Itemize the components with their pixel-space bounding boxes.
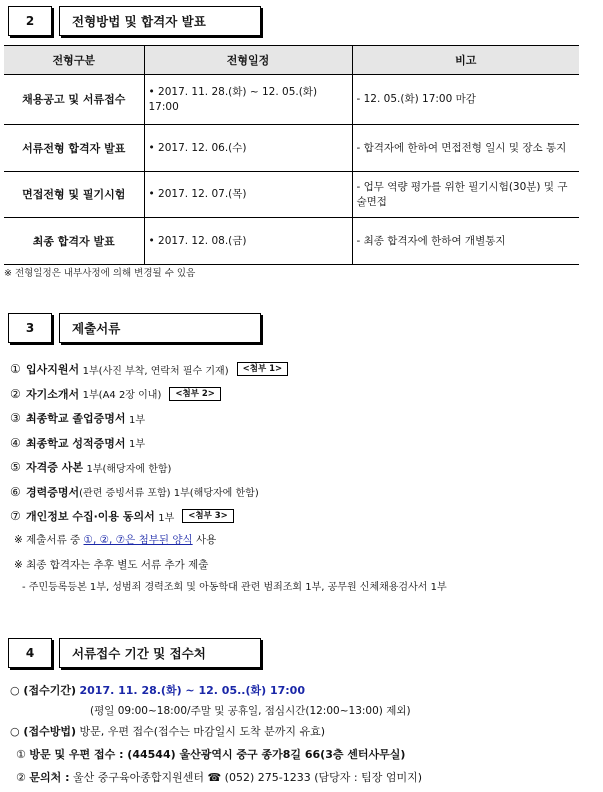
- doc-detail: 1부: [158, 512, 175, 524]
- list-item: [10, 382, 590, 407]
- list-marker: ②: [16, 771, 26, 784]
- list-item: [10, 480, 590, 505]
- table-row: [4, 172, 579, 218]
- contact-value: 울산 중구육아종합지원센터 ☎ (052) 275-1233 (담당자 : 팀장 엄미지): [72, 771, 423, 784]
- address-line: [16, 746, 405, 762]
- doc-detail: 1부(사진 부착, 연락처 필수 기재): [82, 365, 229, 377]
- doc-detail: 1부(A4 2장 이내): [82, 390, 162, 402]
- date-cell: • 2017. 12. 08.(금): [144, 218, 352, 265]
- table-row: [4, 218, 579, 265]
- doc-name: 최종학교 성적증명서: [26, 436, 126, 450]
- doc-name: 개인정보 수집·이용 동의서: [26, 510, 155, 524]
- attachment-badge: <첨부 1>: [237, 362, 289, 376]
- section-title: 서류접수 기간 및 접수처: [59, 638, 261, 668]
- additional-docs-note: ※ 최종 합격자는 추후 별도 서류 추가 제출: [14, 559, 209, 571]
- list-marker: ④: [10, 435, 21, 450]
- schedule-footnote: ※ 전형일정은 내부사정에 의해 변경될 수 있음: [4, 268, 196, 279]
- section-number: 2: [8, 6, 52, 36]
- contact-line: [16, 769, 422, 785]
- doc-detail: 1부: [128, 439, 145, 451]
- doc-name: 자기소개서: [26, 387, 80, 401]
- column-header: 전형일정: [144, 46, 352, 75]
- method-value: 방문, 우편 접수(접수는 마감일시 도착 분까지 유효): [79, 725, 326, 738]
- attachment-badge: <첨부 2>: [169, 387, 221, 401]
- list-item: [10, 357, 590, 382]
- section-title: 제출서류: [59, 313, 261, 343]
- list-marker: ①: [10, 362, 21, 377]
- address-text: 방문 및 우편 접수 : (44544) 울산광역시 중구 종가8길 66(3층 센터사무실): [29, 748, 406, 761]
- list-marker: ③: [10, 411, 21, 426]
- list-item: [10, 504, 590, 529]
- stage-cell: 면접전형 및 필기시험: [4, 172, 144, 218]
- schedule-table: [4, 45, 579, 265]
- doc-detail: (관련 증빙서류 포함) 1부(해당자에 한함): [79, 488, 259, 500]
- list-marker: ⑥: [10, 484, 21, 499]
- list-item: [10, 431, 590, 456]
- note-cell: - 12. 05.(화) 17:00 마감: [352, 75, 579, 125]
- contact-label: 문의처 :: [29, 771, 70, 784]
- column-header: 전형구분: [4, 46, 144, 75]
- section-2-header: [8, 6, 261, 36]
- date-cell: • 2017. 12. 07.(목): [144, 172, 352, 218]
- method-label: ○ (접수방법): [10, 725, 76, 738]
- list-item: [10, 406, 590, 431]
- section-title: 전형방법 및 합격자 발표: [59, 6, 261, 36]
- section-4-header: [8, 638, 261, 668]
- form-note-highlight: ①, ②, ⑦은 첨부된 양식: [83, 534, 193, 546]
- list-marker: ①: [16, 748, 26, 761]
- note-cell: - 업무 역량 평가를 위한 필기시험(30분) 및 구술면접: [352, 172, 579, 218]
- doc-detail: 1부: [128, 414, 145, 426]
- method-line: [10, 723, 325, 739]
- doc-name: 입사지원서: [26, 363, 80, 377]
- stage-cell: 서류전형 합격자 발표: [4, 125, 144, 172]
- period-sub: (평일 09:00~18:00/주말 및 공휴일, 점심시간(12:00~13:00) 제외): [90, 705, 411, 717]
- doc-name: 자격증 사본: [26, 461, 83, 475]
- table-header-row: [4, 46, 579, 75]
- list-marker: ②: [10, 386, 21, 401]
- form-note: [14, 532, 216, 547]
- list-item: [10, 455, 590, 480]
- date-cell: • 2017. 11. 28.(화) ~ 12. 05.(화) 17:00: [144, 75, 352, 125]
- table-row: [4, 125, 579, 172]
- doc-name: 최종학교 졸업증명서: [26, 412, 126, 426]
- period-line: [10, 682, 305, 698]
- doc-name: 경력증명서: [26, 485, 80, 499]
- section-3-header: [8, 313, 261, 343]
- note-cell: - 최종 합격자에 한하여 개별통지: [352, 218, 579, 265]
- form-note-suffix: 사용: [192, 534, 217, 546]
- list-marker: ⑦: [10, 509, 21, 524]
- column-header: 비고: [352, 46, 579, 75]
- doc-detail: 1부(해당자에 한함): [86, 463, 172, 475]
- document-list: [10, 357, 590, 529]
- period-label: ○ (접수기간): [10, 684, 76, 697]
- table-row: [4, 75, 579, 125]
- stage-cell: 채용공고 및 서류접수: [4, 75, 144, 125]
- date-cell: • 2017. 12. 06.(수): [144, 125, 352, 172]
- section-number: 3: [8, 313, 52, 343]
- additional-docs-list: - 주민등록등본 1부, 성범죄 경력조회 및 아동학대 관련 범죄조회 1부, 공무원 신체채용검사서 1부: [22, 582, 447, 593]
- list-marker: ⑤: [10, 460, 21, 475]
- period-value: 2017. 11. 28.(화) ~ 12. 05..(화) 17:00: [79, 684, 305, 697]
- form-note-prefix: ※ 제출서류 중: [14, 534, 84, 546]
- attachment-badge: <첨부 3>: [182, 509, 234, 523]
- note-cell: - 합격자에 한하여 면접전형 일시 및 장소 통지: [352, 125, 579, 172]
- section-number: 4: [8, 638, 52, 668]
- stage-cell: 최종 합격자 발표: [4, 218, 144, 265]
